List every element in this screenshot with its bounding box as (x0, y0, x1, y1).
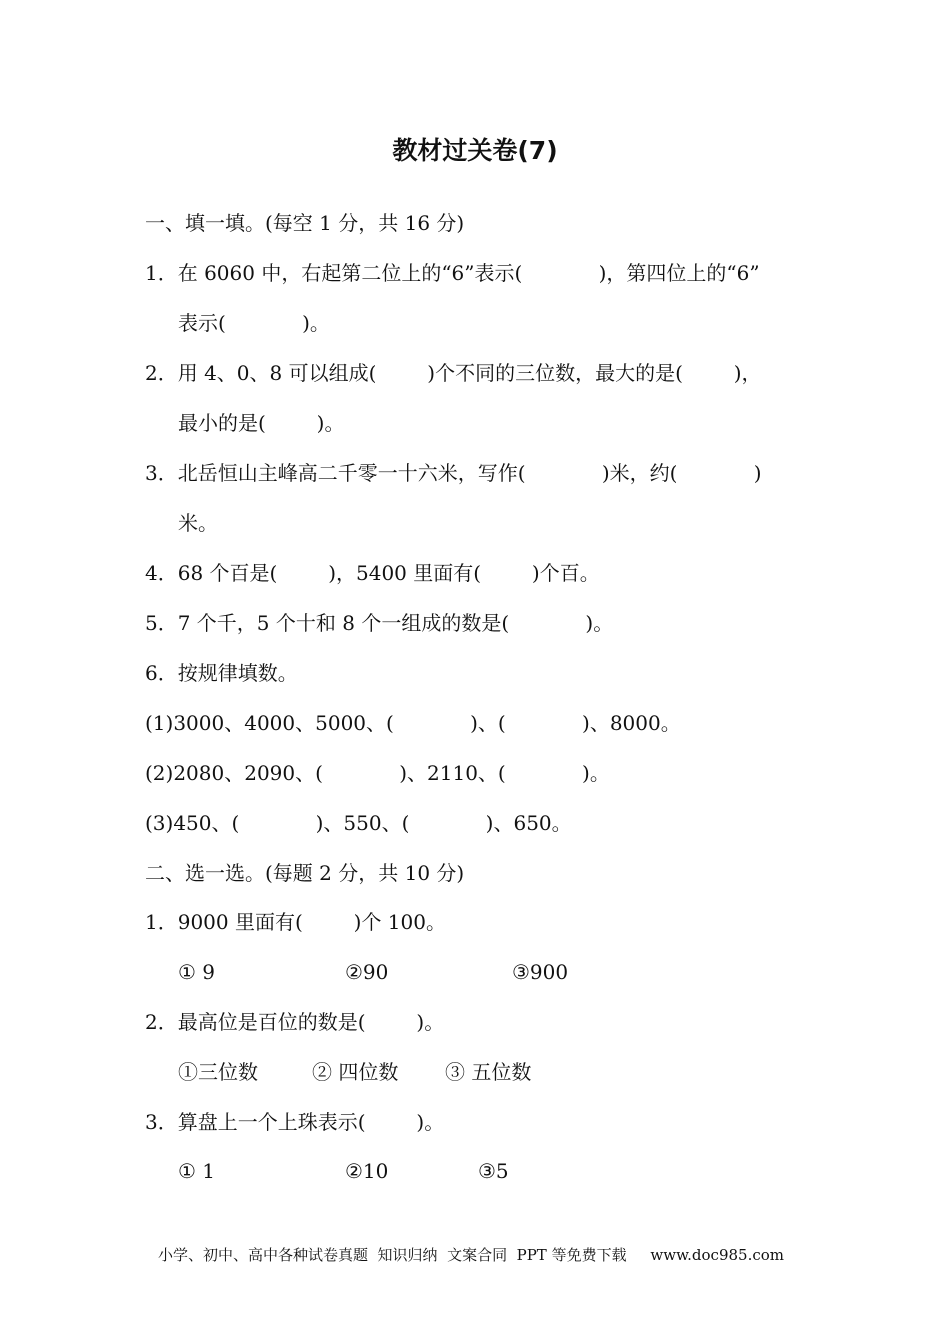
s1-question-5: 5．7 个千，5 个十和 8 个一组成的数是( )。 (145, 611, 614, 635)
section1-heading: 一、填一填。(每空 1 分，共 16 分) (145, 211, 465, 235)
s2-q1-option-3: ③900 (512, 960, 569, 984)
s1-question-3-line-1: 3．北岳恒山主峰高二千零一十六米，写作( )米，约( ) (145, 461, 762, 485)
s1-question-6: 6．按规律填数。 (145, 661, 298, 685)
s1-question-6-part-3: (3)450、( )、550、( )、650。 (145, 811, 572, 835)
s1-question-4: 4．68 个百是( )，5400 里面有( )个百。 (145, 561, 600, 585)
s2-q3-option-2: ②10 (345, 1159, 389, 1183)
s1-question-1-line-2: 表示( )。 (178, 311, 330, 335)
section2-heading: 二、选一选。(每题 2 分，共 10 分) (145, 861, 465, 885)
s2-question-2: 2．最高位是百位的数是( )。 (145, 1010, 445, 1034)
s2-question-3: 3．算盘上一个上珠表示( )。 (145, 1110, 445, 1134)
page-title: 教材过关卷(7) (392, 136, 558, 165)
s1-question-1-line-1: 1．在 6060 中，右起第二位上的“6”表示( )，第四位上的“6” (145, 261, 760, 285)
s2-q2-option-1: ①三位数 (178, 1060, 258, 1084)
s1-question-2-line-1: 2．用 4、0、8 可以组成( )个不同的三位数，最大的是( )， (145, 361, 762, 385)
s2-q2-option-2: ② 四位数 (312, 1060, 399, 1084)
s2-q3-option-3: ③5 (478, 1159, 509, 1183)
page-footer: 小学、初中、高中各种试卷真题 知识归纳 文案合同 PPT 等免费下载 www.doc985.com (158, 1246, 785, 1264)
s2-q3-option-1: ① 1 (178, 1159, 216, 1183)
s2-q2-option-3: ③ 五位数 (445, 1060, 532, 1084)
s1-question-3-line-2: 米。 (178, 511, 218, 535)
s1-question-6-part-1: (1)3000、4000、5000、( )、( )、8000。 (145, 711, 681, 735)
s1-question-6-part-2: (2)2080、2090、( )、2110、( )。 (145, 761, 610, 785)
s2-q1-option-1: ① 9 (178, 960, 216, 984)
s2-question-1: 1．9000 里面有( )个 100。 (145, 910, 446, 934)
s2-q1-option-2: ②90 (345, 960, 389, 984)
s1-question-2-line-2: 最小的是( )。 (178, 411, 345, 435)
